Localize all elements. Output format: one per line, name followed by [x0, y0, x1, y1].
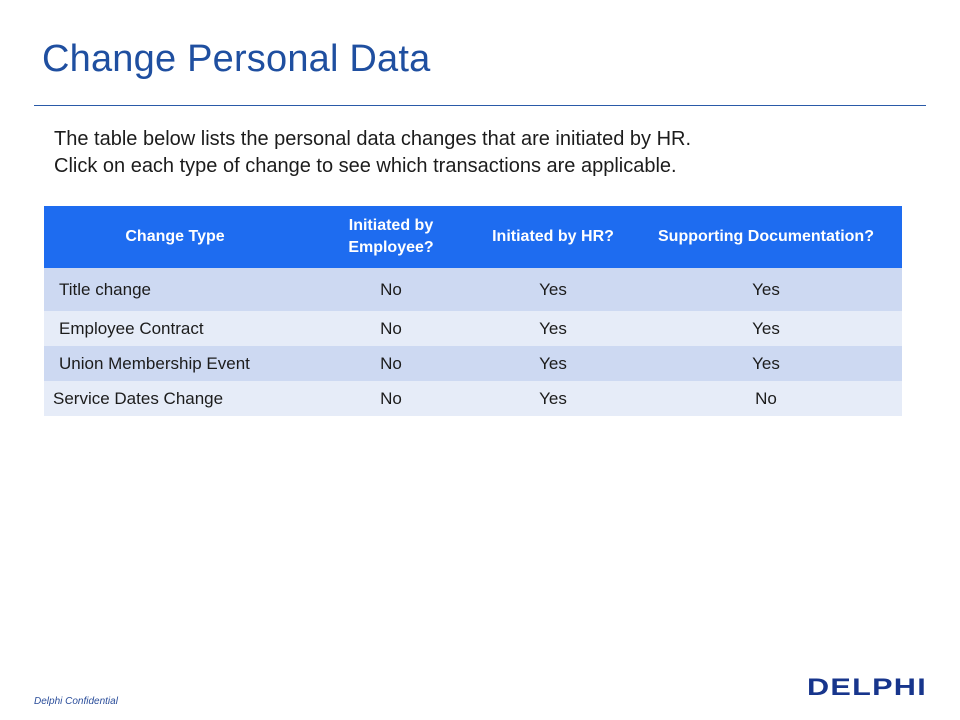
change-type-link-service-dates-change[interactable]: Service Dates Change [44, 381, 306, 416]
table-header-row [44, 206, 902, 268]
header-initiated-by-employee: Initiated by Employee? [306, 206, 476, 268]
table-row [44, 268, 902, 311]
change-type-link-union-membership-event[interactable]: Union Membership Event [44, 346, 306, 381]
table-row [44, 381, 902, 416]
header-change-type: Change Type [44, 206, 306, 268]
table-row [44, 311, 902, 346]
cell-supporting-documentation: Yes [630, 311, 902, 346]
delphi-logo [806, 673, 930, 704]
cell-initiated-by-hr: Yes [476, 311, 630, 346]
page-title: Change Personal Data [42, 38, 431, 80]
change-type-link-title-change[interactable]: Title change [44, 268, 306, 311]
cell-supporting-documentation: Yes [630, 268, 902, 311]
title-divider [34, 105, 926, 106]
cell-initiated-by-employee: No [306, 268, 476, 311]
header-initiated-by-hr: Initiated by HR? [476, 206, 630, 268]
intro-text [54, 126, 691, 180]
header-supporting-documentation: Supporting Documentation? [630, 206, 902, 268]
intro-line-2: Click on each type of change to see which transactions are applicable. [54, 155, 677, 177]
personal-data-changes-table [44, 206, 902, 416]
intro-line-1: The table below lists the personal data changes that are initiated by HR. [54, 128, 692, 150]
cell-supporting-documentation: Yes [630, 346, 902, 381]
cell-initiated-by-employee: No [306, 311, 476, 346]
table-row [44, 346, 902, 381]
cell-initiated-by-employee: No [306, 346, 476, 381]
svg-text:DELPHI: DELPHI [807, 674, 927, 699]
cell-initiated-by-hr: Yes [476, 268, 630, 311]
confidential-footer: Delphi Confidential [34, 696, 118, 707]
cell-initiated-by-hr: Yes [476, 346, 630, 381]
change-type-link-employee-contract[interactable]: Employee Contract [44, 311, 306, 346]
cell-initiated-by-hr: Yes [476, 381, 630, 416]
cell-supporting-documentation: No [630, 381, 902, 416]
cell-initiated-by-employee: No [306, 381, 476, 416]
